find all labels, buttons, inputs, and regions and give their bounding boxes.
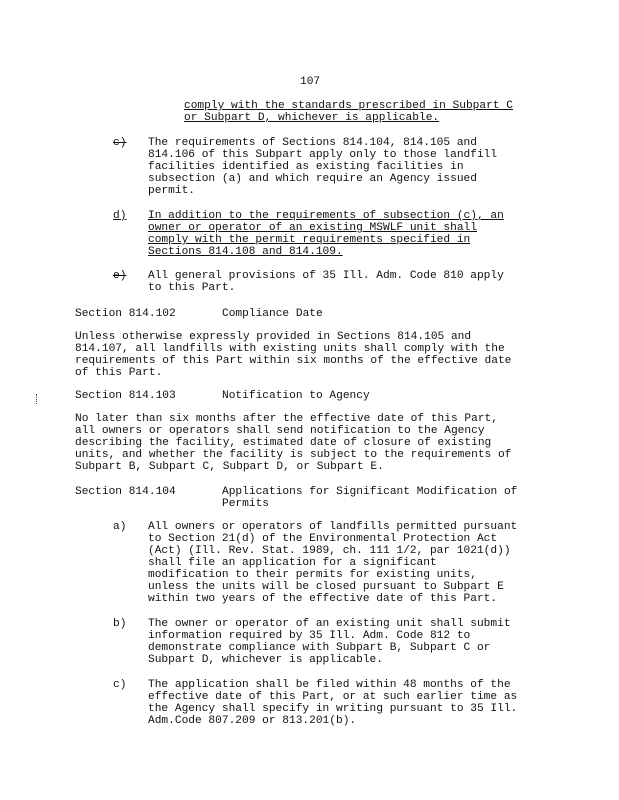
section-104-c-line-3: the Agency shall specify in writing pursuant to 35 Ill. (148, 703, 518, 715)
item-c-line-2: 814.106 of this Subpart apply only to those landfill (148, 149, 498, 161)
section-104-number: Section 814.104 (75, 486, 176, 498)
section-104-a-line-6: unless the units will be closed pursuant to Subpart E (148, 581, 504, 593)
section-104-a-line-2: to Section 21(d) of the Environmental Protection Act (148, 533, 498, 545)
item-d-line-4: Sections 814.108 and 814.109. (148, 246, 343, 258)
continuation-line-1: comply with the standards prescribed in Subpart C (184, 100, 513, 112)
item-e-line-2: to this Part. (148, 282, 236, 294)
section-104-a-line-3: (Act) (Ill. Rev. Stat. 1989, ch. 111 1/2, par 1021(d)) (148, 545, 511, 557)
section-104-c-line-1: The application shall be filed within 48 months of the (148, 679, 511, 691)
section-104-title-1: Applications for Significant Modification of (222, 486, 518, 498)
section-104-a-line-1: All owners or operators of landfills permitted pursuant (148, 521, 518, 533)
section-103-line-4: units, and whether the facility is subject to the requirements of (75, 449, 512, 461)
page-number: 107 (300, 76, 321, 88)
item-d-line-3: comply with the permit requirements specified in (148, 234, 471, 246)
section-103-title: Notification to Agency (222, 390, 370, 402)
section-104-a-line-5: modification to their permits for existing units, (148, 569, 477, 581)
section-103-line-2: all owners or operators shall send notification to the Agency (75, 425, 485, 437)
item-d-label: d) (113, 210, 127, 222)
item-c-line-1: The requirements of Sections 814.104, 814.105 and (148, 137, 477, 149)
section-103-line-3: describing the facility, estimated date of closure of existing (75, 437, 492, 449)
section-103-number: Section 814.103 (75, 390, 176, 402)
section-102-line-3: requirements of this Part within six months of the effective date (75, 355, 512, 367)
item-d-line-2: owner or operator of an existing MSWLF unit shall (148, 222, 477, 234)
item-c-label: c) (113, 137, 127, 149)
section-104-title-2: Permits (222, 498, 269, 510)
section-103-line-5: Subpart B, Subpart C, Subpart D, or Subpart E. (75, 461, 384, 473)
section-104-b-line-4: Subpart D, whichever is applicable. (148, 654, 383, 666)
section-104-b-line-1: The owner or operator of an existing unit shall submit (148, 618, 511, 630)
section-102-line-1: Unless otherwise expressly provided in Sections 814.105 and (75, 331, 472, 343)
item-e-label: e) (113, 270, 127, 282)
section-102-number: Section 814.102 (75, 308, 176, 320)
section-102-title: Compliance Date (222, 308, 323, 320)
section-104-a-label: a) (113, 521, 127, 533)
section-104-a-line-4: shall file an application for a significant (148, 557, 437, 569)
section-104-b-line-3: demonstrate compliance with Subpart B, Subpart C or (148, 642, 491, 654)
section-103-line-1: No later than six months after the effective date of this Part, (75, 413, 498, 425)
item-c-line-5: permit. (148, 185, 195, 197)
item-d-line-1: In addition to the requirements of subsection (c), an (148, 210, 504, 222)
section-102-line-2: 814.107, all landfills with existing units shall comply with the (75, 343, 505, 355)
section-104-b-label: b) (113, 618, 127, 630)
section-104-c-line-4: Adm.Code 807.209 or 813.201(b). (148, 715, 357, 727)
item-c-line-4: subsection (a) and which require an Agency issued (148, 173, 477, 185)
section-104-c-label: c) (113, 679, 127, 691)
continuation-line-2: or Subpart D, whichever is applicable. (184, 112, 440, 124)
item-c-line-3: facilities identified as existing facilities in (148, 161, 464, 173)
section-104-c-line-2: effective date of this Part, or at such earlier time as (148, 691, 518, 703)
section-104-a-line-7: within two years of the effective date of this Part. (148, 593, 498, 605)
margin-mark (36, 394, 39, 404)
section-102-line-4: of this Part. (75, 367, 163, 379)
item-e-line-1: All general provisions of 35 Ill. Adm. Code 810 apply (148, 270, 504, 282)
section-104-b-line-2: information required by 35 Ill. Adm. Code 812 to (148, 630, 471, 642)
